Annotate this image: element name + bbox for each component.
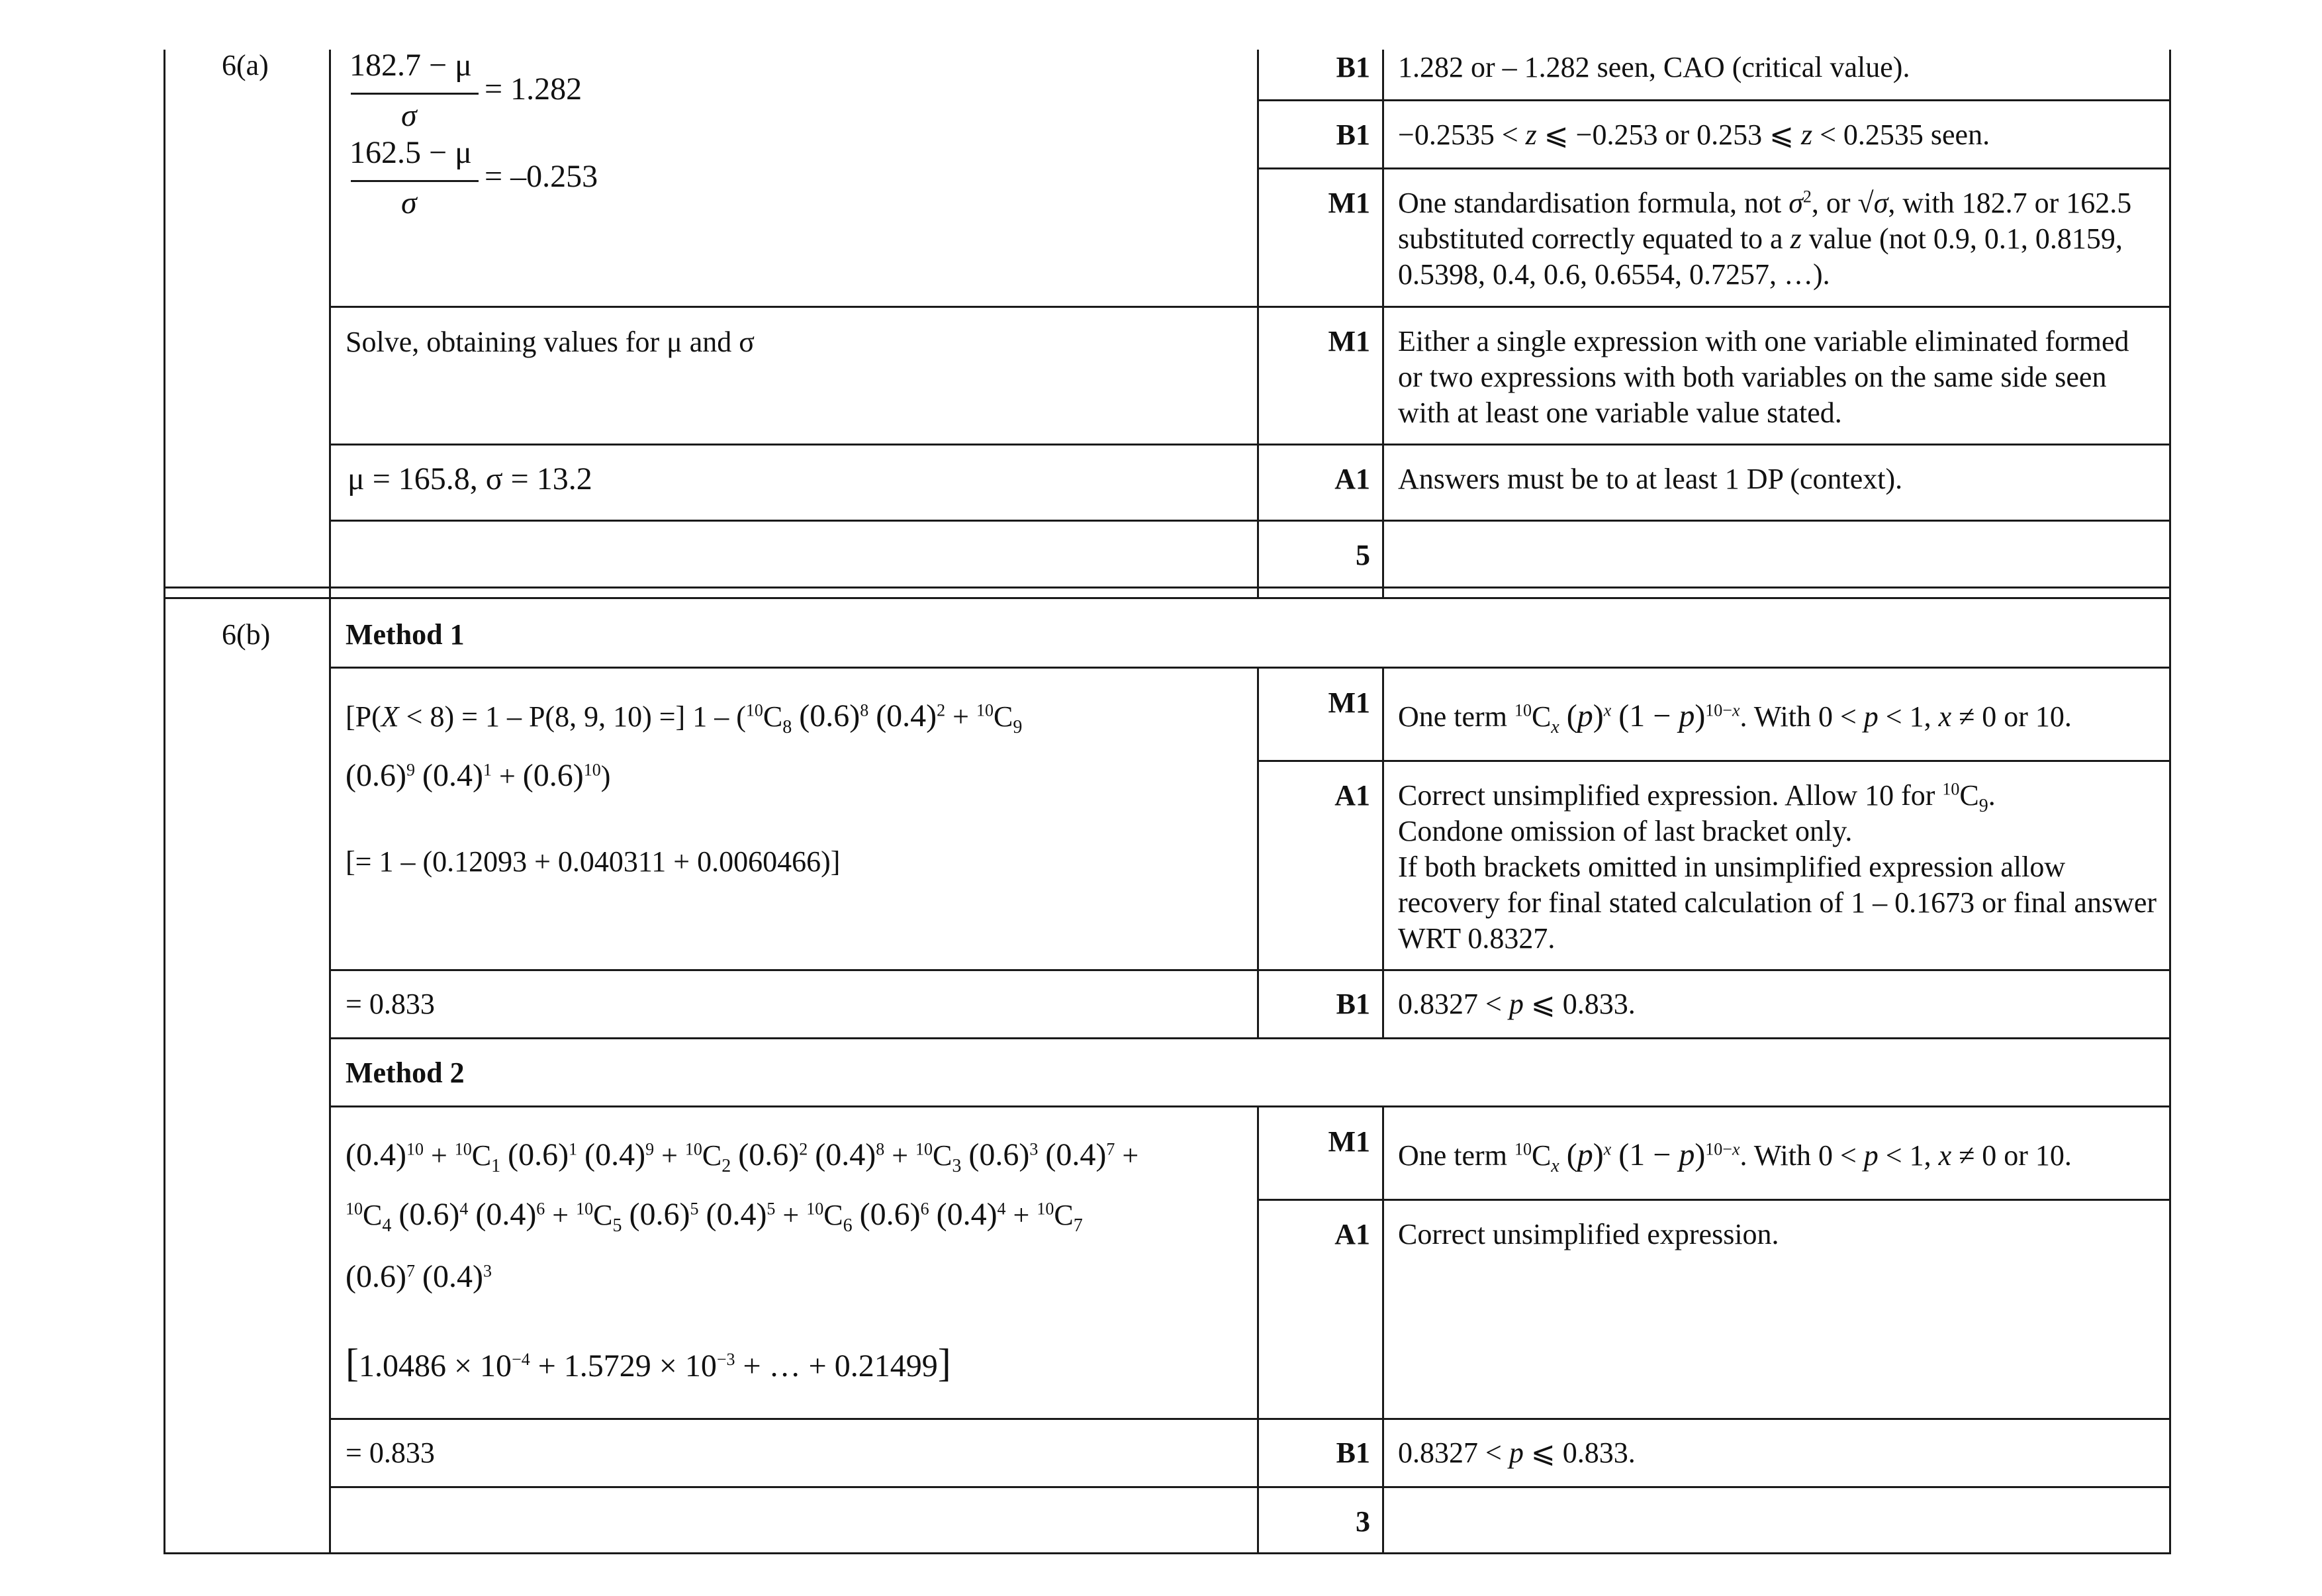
answer-text: = 0.833 [346,988,435,1020]
rhs: = 1.282 [485,71,582,107]
fraction-bar [351,93,479,95]
guidance-text: 0.8327 < p ⩽ 0.833. [1398,1436,1636,1469]
grid-line [329,1105,2171,1107]
grid-line [329,667,2171,669]
grid-line [329,969,2171,971]
mark-code: A1 [1334,463,1370,495]
mark-code: B1 [1336,51,1370,83]
result-text: μ = 165.8, σ = 13.2 [348,461,592,496]
question-number: 6(b) [222,618,271,651]
guidance-text: One term $^{10}C_x$ $(p)^x$ $(1 - p)^{10-x}$. With 0 < p < 1, x ≠ 0 or 10. [1398,698,2072,737]
grid-line [1257,760,2171,762]
grid-line [1257,167,2171,169]
grid-line [163,50,165,1554]
total-marks: 5 [1356,539,1370,571]
grid-line [329,444,2171,446]
fraction-bar [351,180,479,182]
mark-code: A1 [1334,1218,1370,1250]
grid-line [1257,667,1259,1037]
answer-text: = 0.833 [346,1436,435,1469]
working-line: $(0.4)^{10} + ^{10}C_1$ $(0.6)^1$ $(0.4)^9 + ^{10}C_2$ $(0.6)^2$ $(0.4)^8 + ^{10}C_3$ $(0.6)^3$ $(0.4)^7$ + [346,1137,1139,1176]
grid-line [329,1486,2171,1488]
working-line: $^{10}C_4$ $(0.6)^4$ $(0.4)^6 + ^{10}C_5$ $(0.6)^5$ $(0.4)^5 + ^{10}C_6$ $(0.6)^6$ $(0.4)^4 + ^{10}C_7$ [346,1197,1083,1236]
solve-text: Solve, obtaining values for μ and σ [346,326,755,358]
grid-line [1257,1199,2171,1201]
guidance-text: 0.8327 < p ⩽ 0.833. [1398,988,1636,1020]
grid-line [1382,667,1384,1037]
working-line: $(0.6)^7$ $(0.4)^3$ [346,1259,492,1294]
method-heading: Method 1 [346,618,465,651]
grid-line [163,597,2171,599]
method-heading: Method 2 [346,1056,465,1089]
working-line: $(0.6)^9$ $(0.4)^1 + (0.6)^{10}$) [346,758,611,793]
guidance-text: −0.2535 < z ⩽ −0.253 or 0.253 ⩽ z < 0.2535 seen. [1398,118,1990,151]
mark-code: A1 [1334,779,1370,812]
grid-line [329,1418,2171,1420]
guidance-text: Correct unsimplified expression. [1398,1218,1779,1250]
grid-line [329,1037,2171,1039]
grid-line [2169,50,2171,1554]
grid-line [329,520,2171,522]
guidance-text: One standardisation formula, not $\sigma^2$, or √σ, with 182.7 or 162.5 substituted correctly equated to a z value (not 0.9, 0.1, 0.8159, 0.5398, 0.4, 0.6, 0.6554, 0.7257, …). [1398,187,2132,291]
question-number: 6(a) [222,49,269,81]
grid-line [163,587,2171,588]
denominator: σ [401,98,417,133]
grid-line [329,50,331,1554]
mark-code: M1 [1328,187,1370,219]
mark-code: M1 [1328,325,1370,357]
guidance-text: 1.282 or – 1.282 seen, CAO (critical value). [1398,51,1910,83]
guidance-text: Either a single expression with one variable eliminated formed or two expressions with both variables on the same side seen with at least one variable value stated. [1398,325,2129,429]
numerator: 182.7 − μ [349,48,472,83]
guidance-text: Correct unsimplified expression. Allow 10 for $^{10}C_9$. Condone omission of last bracket only. If both brackets omitted in unsimplified expression allow recovery for final stated calculation of 1 – 0.1673 or final answer WRT 0.8327. [1398,779,2157,955]
grid-line [1257,99,2171,101]
mark-code: M1 [1328,1125,1370,1158]
total-marks: 3 [1356,1505,1370,1538]
rhs: = –0.253 [485,159,598,194]
grid-line [329,306,2171,308]
denominator: σ [401,185,417,220]
working-line: [P(X < 8) = 1 – P(8, 9, 10) =] $1 - (^{10}C_8$ $(0.6)^8$ $(0.4)^2 + ^{10}C_9$ [346,698,1023,737]
guidance-text: Answers must be to at least 1 DP (context). [1398,463,1903,495]
mark-code: M1 [1328,686,1370,719]
grid-line [163,1552,2171,1554]
mark-code: B1 [1336,1436,1370,1469]
grid-line [1257,50,1259,599]
mark-code: B1 [1336,988,1370,1020]
grid-line [1382,50,1384,599]
working-line: [= 1 – (0.12093 + 0.040311 + 0.0060466)] [346,845,841,878]
numerator: 162.5 − μ [349,135,472,170]
guidance-text: One term $^{10}C_x$ $(p)^x$ $(1 - p)^{10-x}$. With 0 < p < 1, x ≠ 0 or 10. [1398,1137,2072,1176]
mark-code: B1 [1336,118,1370,151]
working-line: [$1.0486 \times 10^{-4} + 1.5729 \times 10^{-3}$ + … + 0.21499] [346,1341,951,1385]
